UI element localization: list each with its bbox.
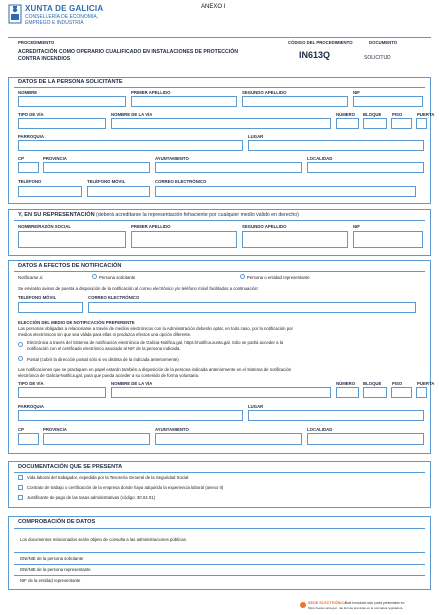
notif-cp-label: CP [18, 427, 24, 432]
procedure-code-label: CÓDIGO DEL PROCEDIMIENTO [288, 40, 353, 45]
correo-field[interactable] [155, 186, 416, 197]
primer-apellido-field[interactable] [131, 96, 237, 107]
bloque-field[interactable] [363, 118, 387, 129]
comprobacion-title: COMPROBACIÓN DE DATOS [18, 519, 96, 525]
notif-provincia-field[interactable] [43, 433, 150, 445]
rep-primer-apellido-field[interactable] [131, 231, 237, 248]
rep-nombre-field[interactable] [18, 231, 126, 248]
notif-solicitante-radio[interactable] [92, 274, 97, 279]
tipo-via-field[interactable] [18, 118, 106, 129]
notif-lugar-field[interactable] [248, 410, 424, 421]
notif-lugar-label: LUGAR [248, 404, 264, 409]
notif-representante-radio[interactable] [240, 274, 245, 279]
postal-radio[interactable] [18, 356, 23, 361]
notif-bloque-field[interactable] [363, 387, 387, 398]
doc-contrato-checkbox[interactable] [18, 485, 23, 490]
comprobacion-row-entidad: NIF de la entidad representante [20, 578, 81, 583]
numero-label: NÚMERO [336, 112, 356, 117]
notif-parroquia-label: PARROQUIA [18, 404, 44, 409]
solicitante-title: DATOS DE LA PERSONA SOLICITANTE [18, 79, 123, 85]
nombre-via-label: NOMBRE DE LA VÍA [111, 112, 153, 117]
notif-piso-label: PISO [392, 381, 403, 386]
sede-icon [300, 602, 306, 608]
telefono-field[interactable] [18, 186, 82, 197]
postal-text-2: electrónica de Galicia-Notifica.gal, para que pueda acceder a su contenido de forma voluntaria. [18, 373, 200, 378]
notificarse-label: Notificarse a: [18, 275, 44, 280]
conselleria-line-2: EMPREGO E INDUSTRIA [25, 20, 84, 26]
notif-provincia-label: PROVINCIA [43, 427, 67, 432]
electronica-radio[interactable] [18, 342, 23, 347]
segundo-apellido-label: SEGUNDO APELLIDO [242, 90, 287, 95]
document-type: SOLICITUD [364, 55, 391, 61]
nombre-label: NOMBRE [18, 90, 38, 95]
notif-representante-label: Persona o entidad representante [247, 275, 310, 280]
notif-puerta-field[interactable] [416, 387, 427, 398]
notif-numero-field[interactable] [336, 387, 359, 398]
localidad-label: LOCALIDAD [307, 156, 333, 161]
rep-primer-apellido-label: PRIMER APELLIDO [131, 224, 171, 229]
notif-solicitante-label: Persona solicitante [99, 275, 136, 280]
primer-apellido-label: PRIMER APELLIDO [131, 90, 171, 95]
procedure-title-1: ACREDITACIÓN COMO OPERARIO CUALIFICADO EN INSTALACIONES DE PROTECCIÓN [18, 49, 238, 55]
doc-vida-laboral-label: Vida laboral del trabajador, expedida por la Tesorería General de la Seguridad Social [27, 475, 189, 480]
documentacion-title: DOCUMENTACIÓN QUE SE PRESENTA [18, 464, 123, 470]
provincia-field[interactable] [43, 162, 150, 173]
rep-segundo-apellido-field[interactable] [242, 231, 348, 248]
parroquia-label: PARROQUIA [18, 134, 44, 139]
nif-field[interactable] [353, 96, 423, 107]
document-label: DOCUMENTO [369, 40, 398, 45]
notif-ayuntamiento-field[interactable] [155, 433, 302, 445]
electronica-label-2: notificación con el certificado electrónico asociado al NIF de la persona indicada. [27, 346, 181, 351]
representacion-title [18, 212, 299, 218]
notif-bloque-label: BLOQUE [363, 381, 382, 386]
notif-cp-field[interactable] [18, 433, 39, 445]
nif-label: NIF [353, 90, 360, 95]
numero-field[interactable] [336, 118, 359, 129]
ayuntamiento-label: AYUNTAMIENTO [155, 156, 189, 161]
cp-field[interactable] [18, 162, 39, 173]
notif-telefono-movil-field[interactable] [18, 302, 83, 313]
correo-label: CORREO ELECTRÓNICO [155, 179, 207, 184]
puerta-field[interactable] [416, 118, 427, 129]
parroquia-field[interactable] [18, 140, 243, 151]
eleccion-text-1: Las personas obligadas a relacionarse a través de medios electrónicos con la Administración deberán optar, en todo caso, por la notificación por [18, 326, 293, 331]
annex-label: ANEXO I [201, 4, 226, 10]
notif-localidad-field[interactable] [307, 433, 424, 445]
postal-text-1: Las notificaciones que se practiquen en papel estarán también a disposición de la persona indicada anteriormente en el Sistema de notificación [18, 367, 292, 372]
bloque-label: BLOQUE [363, 112, 382, 117]
notif-puerta-label: PUERTA [417, 381, 435, 386]
puerta-label: PUERTA [417, 112, 435, 117]
provincia-label: PROVINCIA [43, 156, 67, 161]
lugar-field[interactable] [248, 140, 424, 151]
doc-tasas-label: Justificante de pago de las tasas administrativas (código: 30.04.01) [27, 495, 156, 500]
doc-contrato-label: Contrato de trabajo o certificación de la empresa donde haya adquirido la experiencia laboral (anexo II) [27, 485, 224, 490]
notif-localidad-label: LOCALIDAD [307, 427, 333, 432]
comprobacion-row-solicitante: DNI/NIE de la persona solicitante [20, 556, 84, 561]
procedure-title-2: CONTRA INCENDIOS [18, 56, 71, 62]
xunta-logo [8, 4, 22, 26]
rep-nif-label: NIF [353, 224, 360, 229]
footer-text-1: Este formulario sólo podrá presentarse en [345, 601, 405, 605]
notif-ayuntamiento-label: AYUNTAMIENTO [155, 427, 189, 432]
notificacion-title: DATOS A EFECTOS DE NOTIFICACIÓN [18, 263, 122, 269]
aviso-text: Se enviarán avisos de puesta a disposición de la notificación al correo electrónico y/o teléfono móvil facilitados a continuación: [18, 286, 259, 291]
notif-nombre-via-label: NOMBRE DE LA VÍA [111, 381, 153, 386]
xunta-logo-icon [8, 4, 22, 26]
telefono-movil-label: TELÉFONO MÓVIL [87, 179, 126, 184]
ayuntamiento-field[interactable] [155, 162, 302, 173]
procedure-code: IN613Q [299, 50, 331, 60]
comprobacion-intro: Los documentos relacionados serán objeto de consulta a las administraciones públicas. [20, 537, 187, 542]
localidad-field[interactable] [307, 162, 424, 173]
notif-tipo-via-field[interactable] [18, 387, 106, 398]
segundo-apellido-field[interactable] [242, 96, 348, 107]
rep-segundo-apellido-label: SEGUNDO APELLIDO [242, 224, 287, 229]
comprobacion-row-representante: DNI/NIE de la persona representante [20, 567, 91, 572]
doc-vida-laboral-checkbox[interactable] [18, 475, 23, 480]
eleccion-title: ELECCIÓN DEL MEDIO DE NOTIFICACIÓN PREFERENTE [18, 320, 135, 325]
notif-tipo-via-label: TIPO DE VÍA [18, 381, 44, 386]
representacion-title-bold: Y, EN SU REPRESENTACIÓN [18, 212, 95, 218]
notif-correo-field[interactable] [88, 302, 416, 313]
org-name: XUNTA DE GALICIA [25, 4, 104, 13]
tipo-via-label: TIPO DE VÍA [18, 112, 44, 117]
nombre-via-field[interactable] [111, 118, 331, 129]
footer-text-2: https://sede.xunta.gal · las formas previstas en la normativa reguladora [308, 606, 403, 610]
notif-piso-field[interactable] [391, 387, 412, 398]
cp-label: CP [18, 156, 24, 161]
electronica-label-1: Electrónica a través del Sistema de notificación electrónica de Galicia-Notifica.gal, https://notifica.xunta.gal. Sólo se podrá acceder a la [27, 340, 284, 345]
rep-nif-field[interactable] [353, 231, 423, 248]
eleccion-text-2: medios electrónicos sin que sea válida para ellas ni produzca efectos una opción diferente. [18, 332, 192, 337]
notif-telefono-movil-label: TELÉFONO MÓVIL [18, 295, 57, 300]
piso-label: PISO [392, 112, 403, 117]
lugar-label: LUGAR [248, 134, 264, 139]
procedimiento-label: PROCEDIMIENTO [18, 40, 55, 45]
rep-nombre-label: NOMBRE/RAZÓN SOCIAL [18, 224, 71, 229]
postal-label: Postal (cubrir la dirección postal sólo si es distinta de la indicada anteriormente) [27, 357, 179, 362]
notif-correo-label: CORREO ELECTRÓNICO [88, 295, 140, 300]
notif-nombre-via-field[interactable] [111, 387, 331, 398]
notif-parroquia-field[interactable] [18, 410, 243, 421]
representacion-title-note: (deberá acreditarse la representación fehaciente por cualquier medio válido en derecho) [94, 212, 299, 218]
nombre-field[interactable] [18, 96, 126, 107]
doc-tasas-checkbox[interactable] [18, 495, 23, 500]
notif-numero-label: NÚMERO [336, 381, 356, 386]
piso-field[interactable] [391, 118, 412, 129]
sede-label: SEDE ELECTRÓNICA [308, 601, 347, 605]
telefono-movil-field[interactable] [87, 186, 150, 197]
telefono-label: TELÉFONO [18, 179, 42, 184]
conselleria-line-1: CONSELLERÍA DE ECONOMÍA, [25, 14, 99, 20]
